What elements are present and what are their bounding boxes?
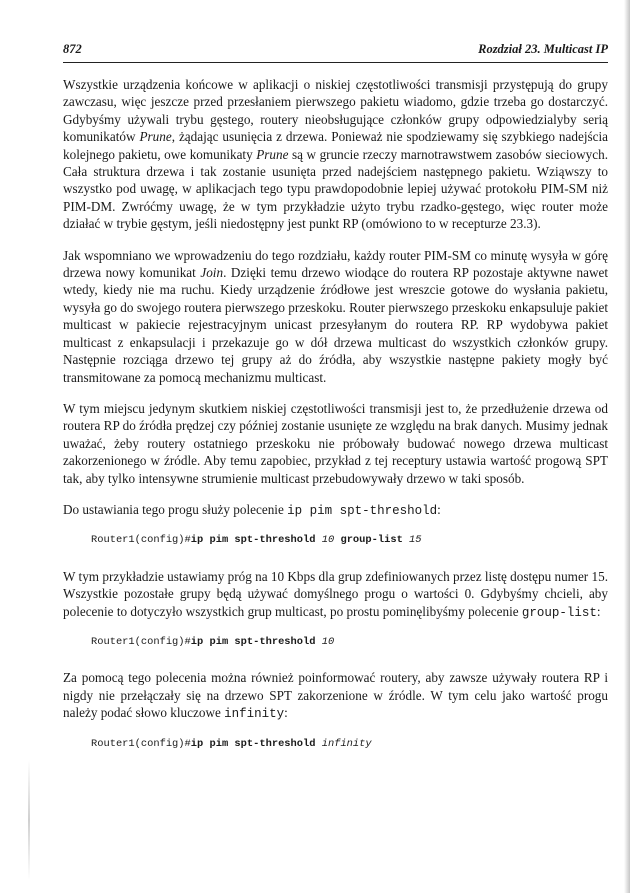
page-number: 872 bbox=[63, 42, 82, 56]
code-example-1: Router1(config)#ip pim spt-threshold 10 group-list 15 bbox=[91, 534, 422, 547]
binding-shadow bbox=[28, 760, 30, 880]
code-example-2: Router1(config)#ip pim spt-threshold 10 bbox=[91, 635, 335, 648]
paragraph-4: Do ustawiania tego progu służy polecenie ip pim spt-threshold: bbox=[63, 501, 441, 518]
chapter-title: Rozdział 23. Multicast IP bbox=[478, 42, 608, 56]
paragraph-1: Wszystkie urządzenia końcowe w aplikacji o niskiej częstotliwości transmisji przystępują do grupy zawczasu, więc jeszcze przed przesłaniem pierwszego pakietu wiadomo, gdzie trzeba go dostarczyć. Gdybyśmy używali trybu gęstego, routery nieobsługujące członków grupy odpowiedzialyby serią komunikatów Prune, żądając usunięcia z drzewa. Ponieważ nie spodziewamy się szybkiego nadejścia kolejnego pakietu, owe komunikaty Prune są w gruncie rzeczy marnotrawstwem zasobów sieciowych. Cała struktura drzewa i tak zostanie usunięta przed nadejściem następnego pakietu. Wziąwszy to wszystko pod uwagę, w aplikacjach tego typu prawdopodobnie lepiej używać protokołu PIM-SM niż PIM-DM. Zwróćmy uwagę, że w tym przykładzie użyto trybu rzadko-gęstego, więc router może działać w trybie gęstym, jeśli niedostępny jest punkt RP (omówiono to w recepturze 23.3). bbox=[63, 77, 608, 232]
page-body bbox=[63, 76, 608, 771]
page-edge-shadow bbox=[624, 0, 630, 893]
paragraph-3: W tym miejscu jedynym skutkiem niskiej częstotliwości transmisji jest to, że przedłużenie drzewa od routera RP do źródła prędzej czy później zostanie usunięte ze względu na brak danych. Musimy jednak uważać, żeby routery ostatniego przeskoku nie próbowały budować nowego drzewa multicast zakorzenionego w źródle. Aby temu zapobiec, przykład z tej receptury ustawia wartość progową SPT tak, aby tylko intensywne strumienie multicast przebudowywały drzewo w taki sposób. bbox=[63, 400, 608, 486]
code-example-3: Router1(config)#ip pim spt-threshold infinity bbox=[91, 737, 372, 750]
paragraph-6: Za pomocą tego polecenia można również poinformować routery, aby zawsze używały routera RP i nigdy nie przełączały się na drzewo SPT zakorzenione w źródle. W tym celu jako wartość progu należy podać słowo kluczowe infinity: bbox=[63, 670, 608, 722]
running-header bbox=[63, 40, 608, 63]
paragraph-5: W tym przykładzie ustawiamy próg na 10 Kbps dla grup zdefiniowanych przez listę dostępu numer 15. Wszystkie pozostałe grupy będą używać domyślnego progu o wartości 0. Gdybyśmy chcieli, aby polecenie to dotyczyło wszystkich grup multicast, po prostu pominęlibyśmy polecenie group-list: bbox=[63, 568, 608, 620]
paragraph-2: Jak wspomniano we wprowadzeniu do tego rozdziału, każdy router PIM-SM co minutę wysyła w górę drzewa nowy komunikat Join. Dzięki temu drzewo wiodące do routera RP pozostaje aktywne nawet wtedy, kiedy nie ma ruchu. Kiedy urządzenie źródłowe jest wreszcie gotowe do wysłania pakietu, wysyła go do swojego routera pierwszego przeskoku. Router pierwszego przeskoku enkapsuluje pakiet multicast w pakiecie rejestracyjnym unicast przesyłanym do routera RP. RP wydobywa pakiet multicast z enkapsulacji i przekazuje go w dół drzewa multicast do wszystkich członków grupy. Następnie rozciąga drzewo tej grupy aż do źródła, aby wszystkie następne pakiety mogły być transmitowane za pomocą mechanizmu multicast. bbox=[63, 247, 609, 385]
